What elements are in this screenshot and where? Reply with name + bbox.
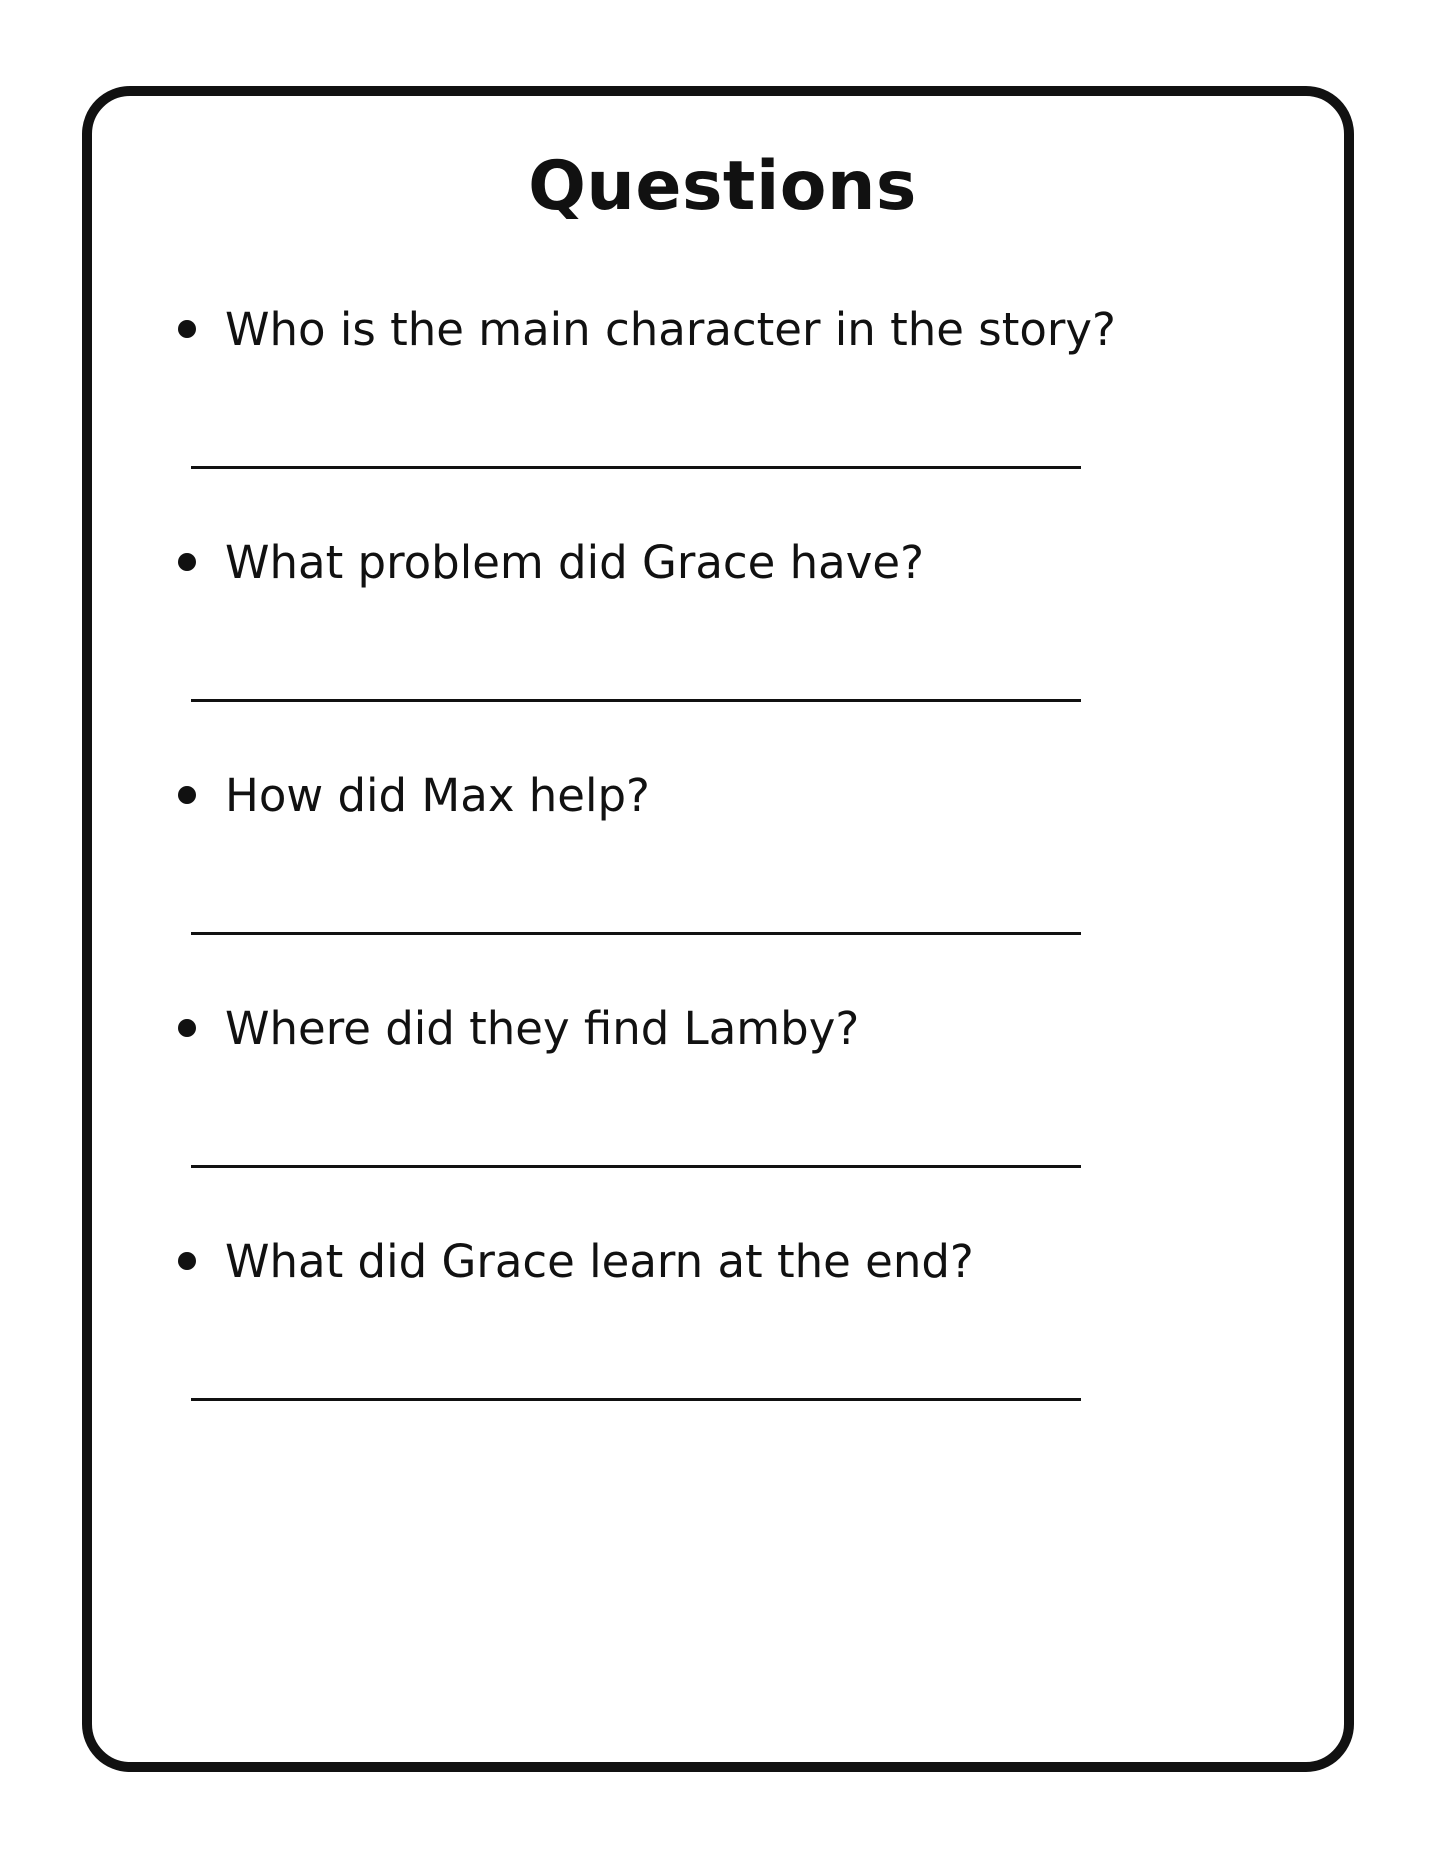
- question-item: [0, 999, 1445, 1059]
- bullet-icon: [178, 1252, 196, 1270]
- question-item: [0, 1232, 1445, 1292]
- answer-line[interactable]: [191, 1165, 1081, 1168]
- bullet-icon: [178, 1019, 196, 1037]
- answer-line[interactable]: [191, 466, 1081, 469]
- bullet-icon: [178, 786, 196, 804]
- answer-line[interactable]: [191, 1398, 1081, 1401]
- answer-line[interactable]: [191, 699, 1081, 702]
- question-item: [0, 300, 1445, 360]
- bullet-icon: [178, 553, 196, 571]
- page-title: Questions: [528, 147, 917, 226]
- question-text: Where did they find Lamby?: [225, 1002, 860, 1055]
- question-text: What problem did Grace have?: [225, 536, 924, 589]
- question-text: Who is the main character in the story?: [225, 303, 1116, 356]
- bullet-icon: [178, 320, 196, 338]
- question-item: [0, 533, 1445, 593]
- question-item: [0, 766, 1445, 826]
- answer-line[interactable]: [191, 932, 1081, 935]
- question-text: How did Max help?: [225, 769, 650, 822]
- question-text: What did Grace learn at the end?: [225, 1235, 974, 1288]
